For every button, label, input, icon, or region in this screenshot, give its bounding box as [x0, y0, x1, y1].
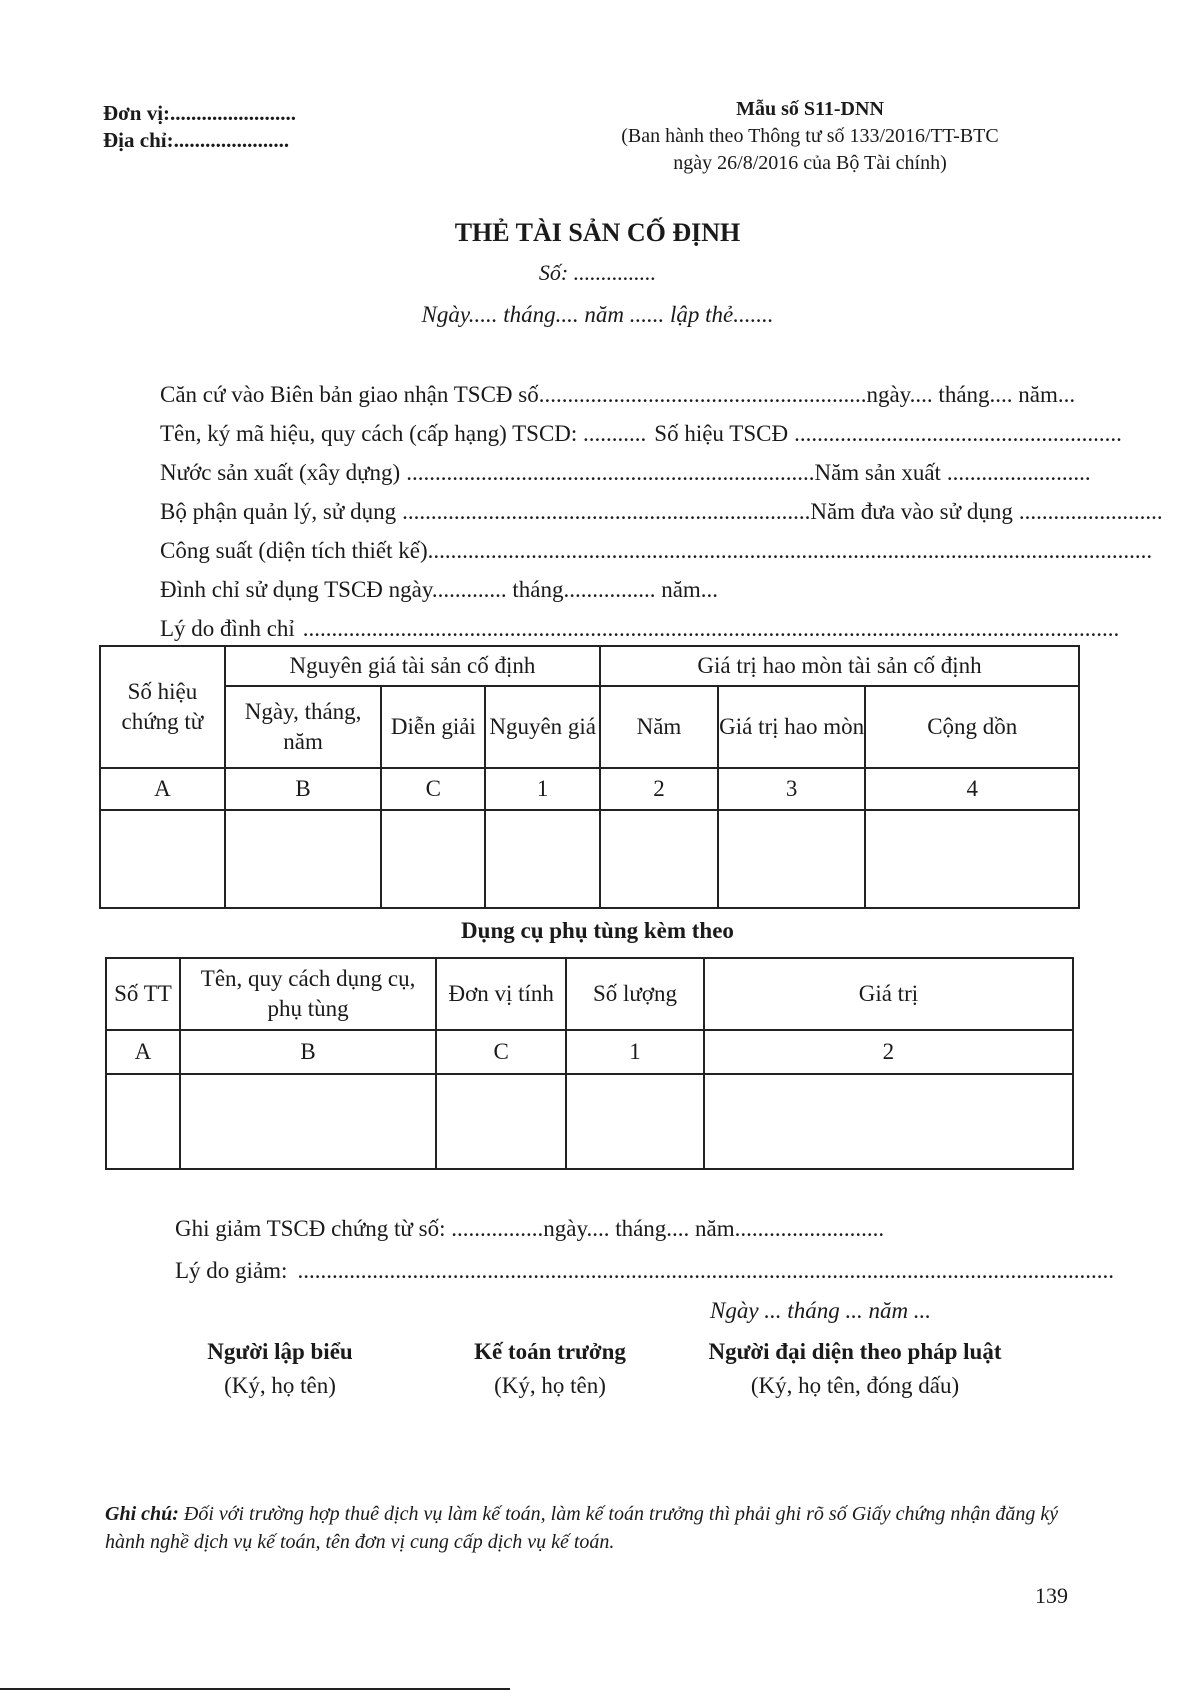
- dot-leader: .........................: [946, 460, 1091, 485]
- unit-label: Đơn vị:........................: [103, 101, 297, 125]
- field-year-label: Năm sản xuất: [814, 460, 941, 485]
- col-date: Ngày, tháng, năm: [225, 686, 382, 768]
- signature-chief-accountant: [420, 1335, 680, 1403]
- empty-cell: [865, 810, 1079, 908]
- empty-cell: [436, 1074, 566, 1169]
- signature-role: Người lập biểu: [207, 1339, 353, 1364]
- code-cell: C: [436, 1030, 566, 1074]
- code-cell: B: [180, 1030, 436, 1074]
- col-description: Diễn giải: [381, 686, 485, 768]
- field-suspension-reason-label: Lý do đình chỉ: [160, 616, 295, 641]
- issued-by-line1: (Ban hành theo Thông tư số 133/2016/TT-BTC: [621, 125, 999, 147]
- code-cell: A: [100, 768, 225, 810]
- field-country: [160, 460, 1091, 486]
- col-tool-name: Tên, quy cách dụng cụ, phụ tùng: [180, 958, 436, 1030]
- field-department-label: Bộ phận quản lý, sử dụng: [160, 499, 397, 524]
- signature-preparer: [150, 1335, 410, 1403]
- field-department: [160, 499, 1163, 525]
- dot-leader: .........................................................: [538, 382, 867, 407]
- field-reduction-reason-label: Lý do giảm:: [175, 1258, 288, 1283]
- code-cell: A: [106, 1030, 180, 1074]
- empty-cell: [106, 1074, 180, 1169]
- footnote-text: Đối với trường hợp thuê dịch vụ làm kế toán, làm kế toán trưởng thì phải ghi rõ số Giấy chứng nhận đăng ký hành nghề dịch vụ kế toán, tên đơn vị cung cấp dịch vụ kế toán.: [105, 1503, 1059, 1553]
- field-capacity-label: Công suất (diện tích thiết kế): [160, 538, 428, 563]
- field-handover-label: Căn cứ vào Biên bản giao nhận TSCĐ số: [160, 382, 539, 407]
- dot-leader: .........................: [1018, 499, 1163, 524]
- empty-cell: [225, 810, 382, 908]
- dot-leader: .......................................................................: [406, 460, 815, 485]
- code-cell: B: [225, 768, 382, 810]
- footnote-label: Ghi chú:: [105, 1503, 179, 1525]
- field-suspension-reason: [160, 616, 1120, 642]
- accessories-table: [105, 957, 1074, 1170]
- empty-cell: [485, 810, 600, 908]
- code-cell: 3: [718, 768, 866, 810]
- code-cell: 2: [704, 1030, 1073, 1074]
- signature-note: (Ký, họ tên): [224, 1373, 336, 1398]
- col-value: Giá trị: [704, 958, 1073, 1030]
- field-reduction-reason: [175, 1258, 1114, 1284]
- dot-leader: .......................................................................: [402, 499, 811, 524]
- field-in-use-year-label: Năm đưa vào sử dụng: [810, 499, 1013, 524]
- empty-cell: [566, 1074, 704, 1169]
- field-handover-record: [160, 382, 1076, 408]
- empty-cell: [718, 810, 866, 908]
- col-order: Số TT: [106, 958, 180, 1030]
- table-row: [100, 810, 1079, 908]
- document-title: THẺ TÀI SẢN CỐ ĐỊNH: [454, 218, 741, 247]
- dot-leader: .........................................................: [794, 421, 1122, 446]
- form-number: Mẫu số S11-DNN: [736, 98, 884, 120]
- col-unit: Đơn vị tính: [436, 958, 566, 1030]
- empty-cell: [180, 1074, 436, 1169]
- field-asset-name: [160, 421, 1122, 447]
- table-row: [106, 1074, 1073, 1169]
- empty-cell: [600, 810, 718, 908]
- field-suspension: Đình chỉ sử dụng TSCĐ ngày............. tháng................ năm...: [160, 577, 719, 602]
- signature-legal-representative: [675, 1335, 1035, 1403]
- empty-cell: [704, 1074, 1073, 1169]
- field-reduction-doc: Ghi giảm TSCĐ chứng từ số: ................ngày.... tháng.... năm..........................: [175, 1216, 885, 1241]
- signature-note: (Ký, họ tên): [494, 1373, 606, 1398]
- field-asset-name-label: Tên, ký mã hiệu, quy cách (cấp hạng) TSCD: ...........: [160, 421, 647, 446]
- code-cell: 2: [600, 768, 718, 810]
- signature-role: Người đại diện theo pháp luật: [708, 1339, 1002, 1364]
- dot-leader: ..............................................................................................................................................: [297, 1258, 1114, 1283]
- col-year: Năm: [600, 686, 718, 768]
- card-number-line: Số: ...............: [538, 260, 657, 285]
- group-depreciation: Giá trị hao mòn tài sản cố định: [600, 646, 1079, 686]
- dot-leader: ..............................................................................................................................: [427, 538, 1153, 563]
- signature-note: (Ký, họ tên, đóng dấu): [750, 1373, 960, 1398]
- code-cell: 1: [485, 768, 600, 810]
- form-info: [560, 96, 1060, 177]
- field-asset-code-label: Số hiệu TSCĐ: [654, 421, 789, 446]
- col-quantity: Số lượng: [566, 958, 704, 1030]
- address-label: Địa chỉ:......................: [103, 128, 290, 152]
- group-original-cost: Nguyên giá tài sản cố định: [225, 646, 600, 686]
- unit-header: [103, 100, 296, 154]
- empty-cell: [381, 810, 485, 908]
- col-doc-number: Số hiệu chứng từ: [100, 646, 225, 768]
- empty-cell: [100, 810, 225, 908]
- signature-date: Ngày ... tháng ... năm ...: [710, 1298, 932, 1323]
- field-handover-date: ngày.... tháng.... năm...: [866, 382, 1076, 407]
- col-original-cost: Nguyên giá: [485, 686, 600, 768]
- page-number: 139: [1035, 1583, 1068, 1608]
- dot-leader: ..............................................................................................................................................: [302, 616, 1120, 641]
- field-country-label: Nước sản xuất (xây dựng): [160, 460, 401, 485]
- card-date-line: Ngày..... tháng.... năm ...... lập thẻ.......: [421, 302, 774, 327]
- col-depreciation-value: Giá trị hao mòn: [718, 686, 866, 768]
- accessories-title: Dụng cụ phụ tùng kèm theo: [461, 918, 734, 943]
- bottom-rule: [0, 1688, 510, 1690]
- asset-value-table: [99, 645, 1080, 909]
- issued-by-line2: ngày 26/8/2016 của Bộ Tài chính): [673, 152, 947, 174]
- col-accumulated: Cộng dồn: [865, 686, 1079, 768]
- field-capacity: [160, 538, 1153, 564]
- code-cell: C: [381, 768, 485, 810]
- code-cell: 1: [566, 1030, 704, 1074]
- footnote: [105, 1500, 1085, 1556]
- signature-role: Kế toán trưởng: [474, 1339, 626, 1364]
- code-cell: 4: [865, 768, 1079, 810]
